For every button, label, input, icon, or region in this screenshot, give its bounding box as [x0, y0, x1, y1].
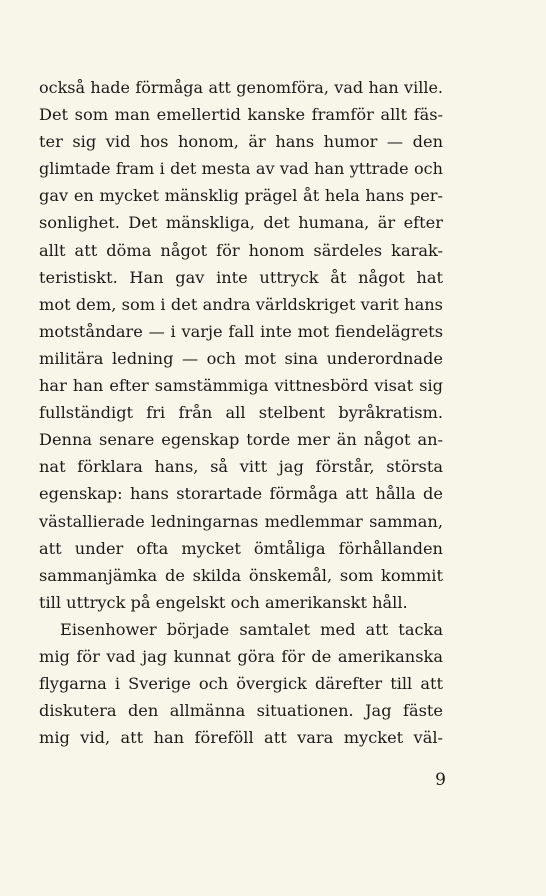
text-line: till uttryck på engelskt och amerikanskt håll.	[39, 592, 408, 612]
text-line: allt att döma något för honom särdeles karak-	[39, 240, 443, 260]
text-line: gav en mycket mänsklig prägel åt hela hans per-	[39, 186, 443, 206]
body-text	[39, 74, 443, 751]
text-line: Det som man emellertid kanske framför allt fäs-	[39, 105, 443, 125]
text-line: flygarna i Sverige och övergick därefter till att	[39, 674, 443, 694]
text-line: Denna senare egenskap torde mer än något an-	[39, 430, 443, 450]
text-line: att under ofta mycket ömtåliga förhållanden	[39, 538, 443, 558]
text-line: teristiskt. Han gav inte uttryck åt något hat	[39, 267, 443, 287]
text-line: militära ledning — och mot sina underordnade	[39, 348, 443, 368]
text-line: Eisenhower började samtalet med att tacka	[60, 619, 443, 639]
text-line: sammanjämka de skilda önskemål, som kommit	[39, 565, 443, 585]
text-line: också hade förmåga att genomföra, vad han ville.	[39, 78, 443, 97]
page-number: 9	[435, 770, 446, 790]
text-line: har han efter samstämmiga vittnesbörd visat sig	[39, 376, 443, 396]
text-line: fullständigt fri från all stelbent byråkratism.	[39, 403, 443, 423]
text-line: mig för vad jag kunnat göra för de amerikanska	[39, 646, 443, 666]
text-line: sonlighet. Det mänskliga, det humana, är efter	[39, 213, 443, 233]
text-line: ter sig vid hos honom, är hans humor — den	[39, 132, 443, 152]
text-line: motståndare — i varje fall inte mot fiendelägrets	[39, 321, 443, 341]
text-line: mig vid, att han föreföll att vara mycket väl-	[39, 728, 443, 748]
text-line: egenskap: hans storartade förmåga att hålla de	[39, 484, 443, 504]
text-line: nat förklara hans, så vitt jag förstår, största	[39, 457, 443, 477]
text-line: västallierade ledningarnas medlemmar samman,	[39, 511, 443, 531]
text-line: glimtade fram i det mesta av vad han yttrade och	[39, 159, 443, 179]
text-line: mot dem, som i det andra världskriget varit hans	[39, 294, 443, 314]
text-line: diskutera den allmänna situationen. Jag fäste	[39, 701, 443, 721]
